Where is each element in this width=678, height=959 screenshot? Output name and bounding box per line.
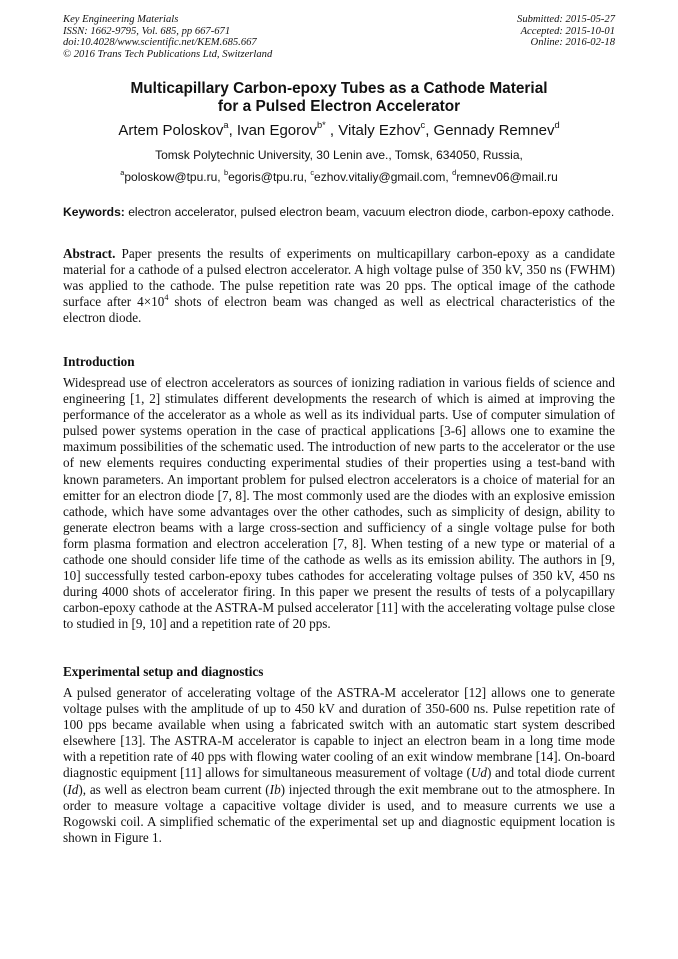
publication-dates bbox=[517, 14, 615, 49]
experimental-text: ), as well as electron beam current ( bbox=[78, 781, 270, 797]
email-address: egoris@tpu.ru bbox=[228, 170, 304, 184]
title-line-2: for a Pulsed Electron Accelerator bbox=[217, 98, 461, 115]
symbol-ud: Ud bbox=[470, 765, 487, 781]
abstract-exponent: 4 bbox=[164, 292, 169, 302]
abstract-label: Abstract. bbox=[63, 246, 116, 261]
symbol-ib: Ib bbox=[269, 781, 281, 797]
online-date: Online: 2016-02-18 bbox=[530, 37, 615, 49]
journal-info bbox=[63, 14, 272, 60]
email-address: ezhov.vitaliy@gmail.com bbox=[314, 170, 446, 184]
copyright-line: © 2016 Trans Tech Publications Ltd, Switzerland bbox=[63, 48, 273, 60]
submitted-date: Submitted: 2015-05-27 bbox=[517, 14, 615, 25]
section-heading-introduction: Introduction bbox=[63, 354, 135, 369]
email-mark: c bbox=[310, 167, 315, 177]
email-mark: b bbox=[223, 167, 229, 177]
author-name: Gennady Remnev bbox=[433, 122, 555, 139]
journal-name: Key Engineering Materials bbox=[63, 14, 179, 25]
author-name: Artem Poloskov bbox=[118, 122, 224, 139]
experimental-text: A pulsed generator of accelerating voltage of the ASTRA-M accelerator [12] allows one to generate voltage pulses with the amplitude of up to 450 kV and duration of 350-600 ns. Pulse repetition rate of 100 pps became available when using a fabricated switch with an automatic start system described elsewhere [13]. The ASTRA-M accelerator is capable to inject an electron beam in a long time mode with a repetition rate of 40 pps with flowing water cooling of an exit window membrane [14]. On-board diagnostic equipment [11] allows for simultaneous measurement of voltage ( bbox=[63, 685, 615, 781]
author-list: Artem Poloskov$^a$, Ivan Egorov$^{b*}$ , Vitaly Ezhov$^c$, Gennady Remnev$^d$ bbox=[118, 119, 560, 139]
abstract-text: Paper presents the results of experiments on multicapillary carbon-epoxy as a candidate material for a cathode of a pulsed electron accelerator. A high voltage pulse of 350 kV, 350 ns (FWHM) was applied to the cathode. The pulse repetition rate was 20 pps. The optical image of the cathode surface after 4×10 bbox=[63, 246, 615, 310]
doi-line: doi:10.4028/www.scientific.net/KEM.685.667 bbox=[63, 37, 257, 49]
issn-line: ISSN: 1662-9795, Vol. 685, pp 667-671 bbox=[63, 25, 231, 37]
affiliation: Tomsk Polytechnic University, 30 Lenin ave., Tomsk, 634050, Russia, bbox=[155, 148, 523, 162]
keywords bbox=[63, 205, 615, 221]
author-name: Ivan Egorov bbox=[236, 122, 317, 139]
section-heading-experimental: Experimental setup and diagnostics bbox=[63, 664, 264, 679]
email-address: poloskow@tpu.ru bbox=[124, 170, 218, 184]
title-line-1: Multicapillary Carbon-epoxy Tubes as a Cathode Material bbox=[130, 80, 548, 97]
email-mark: a bbox=[120, 167, 125, 177]
abstract bbox=[63, 246, 615, 326]
keywords-label: Keywords: bbox=[63, 205, 125, 219]
abstract-text-end: shots of electron beam was changed as well as electrical characteristics of the electron diode. bbox=[63, 294, 615, 326]
symbol-id: Id bbox=[67, 781, 79, 797]
author-affil-mark: d bbox=[554, 119, 560, 130]
author-affil-mark: c bbox=[420, 119, 426, 130]
experimental-text: ) and total diode current ( bbox=[63, 765, 615, 797]
email-address: remnev06@mail.ru bbox=[456, 170, 558, 184]
email-mark: d bbox=[452, 167, 457, 177]
experimental-paragraph bbox=[63, 685, 615, 846]
author-name: Vitaly Ezhov bbox=[338, 122, 421, 139]
author-emails: $^a$poloskow@tpu.ru, $^b$egoris@tpu.ru, $^c$ezhov.vitaliy@gmail.com, $^d$remnev06@mail.ru bbox=[120, 167, 558, 184]
author-affil-mark: b* bbox=[316, 119, 326, 130]
keywords-text: electron accelerator, pulsed electron beam, vacuum electron diode, carbon-epoxy cathode. bbox=[128, 205, 615, 219]
experimental-text: ) injected through the exit membrane out to the atmosphere. In order to measure voltage a capacitive voltage divider is used, and to measure currents we use a Rogowski coil. A simplified schematic of the experimental set up and diagnostic equipment location is shown in Figure 1. bbox=[63, 781, 615, 845]
introduction-paragraph: Widespread use of electron accelerators as sources of ionizing radiation in various fields of science and engineering [1, 2] stimulates different developments the research of which is aimed at improving the performance of the accelerator as a whole as well as its individual parts. Use of computer simulation of pulsed power systems operation in the case of practical applications [3-6] allows one to examine the maximum possibilities of the schematic used. The introduction of new parts to the accelerator or the use of new elements requires conducting experimental studies of their properties using a test-band with known parameters. An important problem for pulsed electron accelerators is a choice of material for an emitter for an electron diode [7, 8]. The most commonly used are the diodes with an explosive emission cathode, which have some advantages over the other cathodes, such as simplicity of design, ability to generate electron beams with a large cross-section and sufficiency of a single voltage pulse for both form plasma formation and electron acceleration [7, 8]. When testing of a new type or material of a cathode one should consider life time of the cathode as wells as its emission ability. The authors in [9, 10] successfully tested carbon-epoxy tubes cathodes for accelerating voltage pulses of 350 kV, 450 ns during 4000 shots of accelerator firing. In this paper we present the results of tests of a polycapillary carbon-epoxy cathode at the ASTRA-M pulsed accelerator [11] with the accelerating voltage pulse close to studied in [9, 10] and a repetition rate of 20 pps. bbox=[63, 375, 615, 632]
author-affil-mark: a bbox=[223, 119, 229, 130]
paper-title bbox=[40, 80, 638, 116]
accepted-date: Accepted: 2015-10-01 bbox=[520, 25, 615, 37]
